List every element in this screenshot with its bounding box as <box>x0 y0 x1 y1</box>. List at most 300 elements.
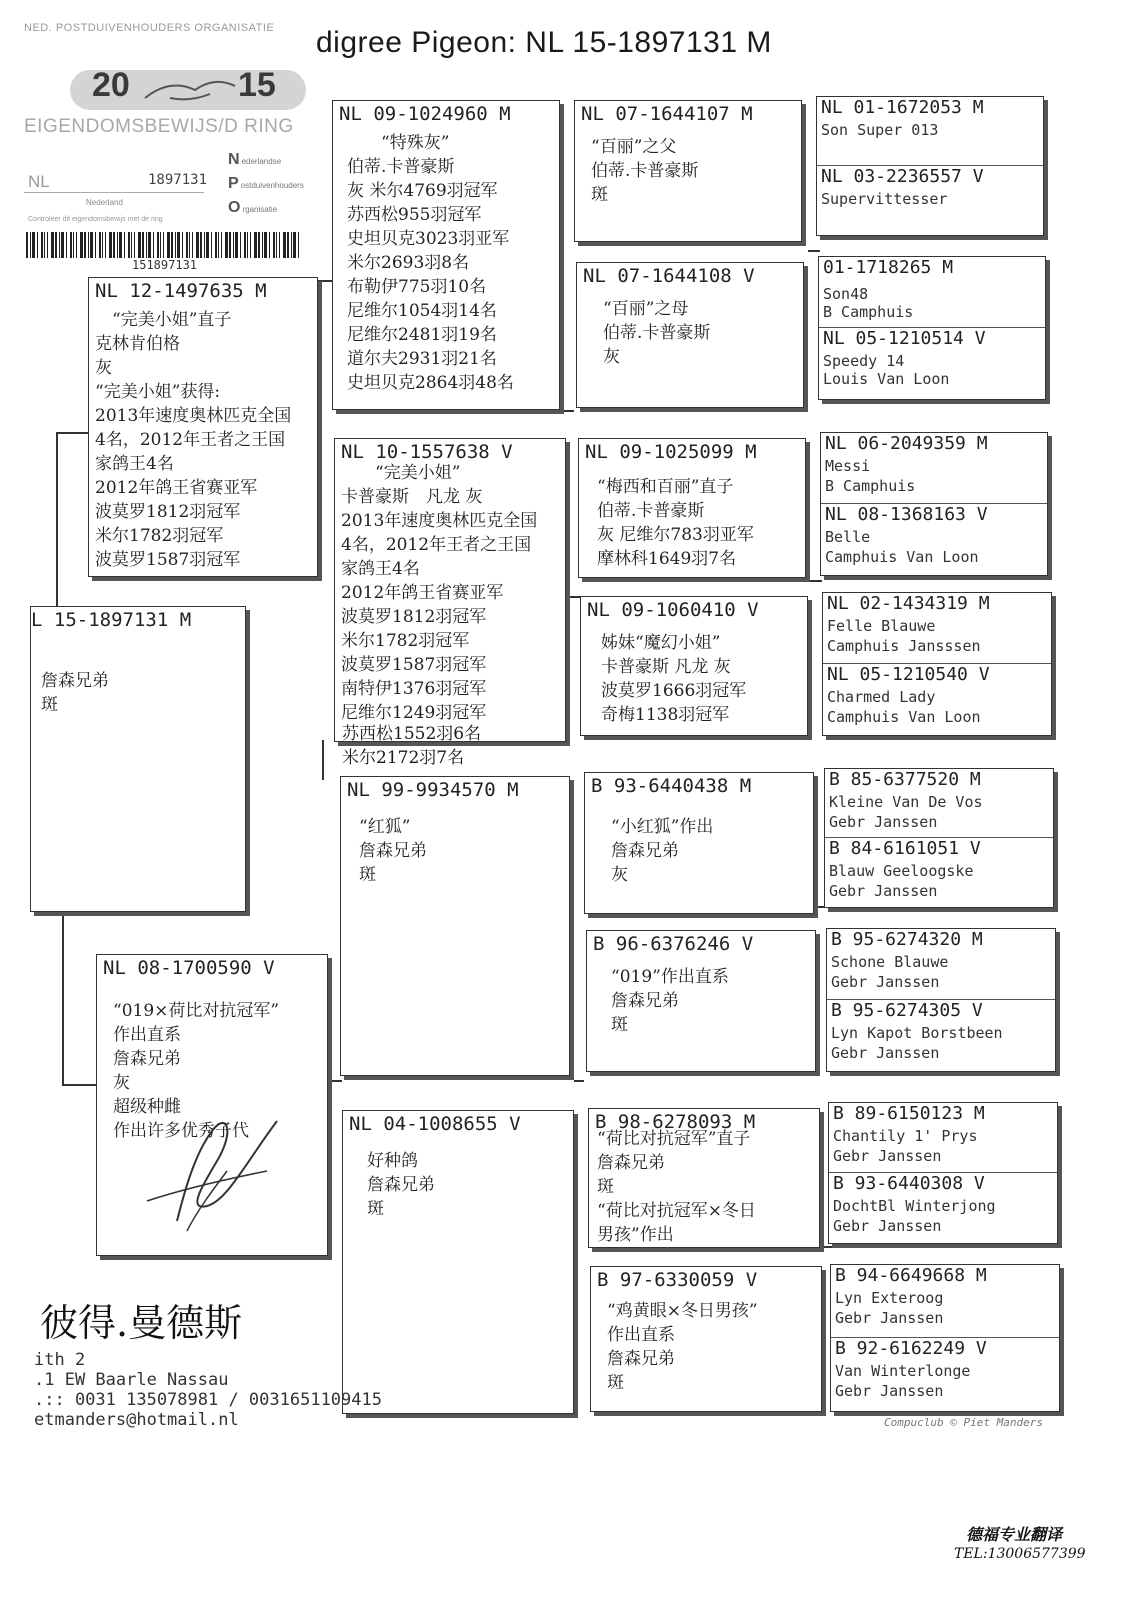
info-line: 詹森兄弟 <box>611 991 679 1011</box>
sire-line: 波莫罗1812羽冠军 <box>95 502 241 522</box>
barcode-bar <box>30 232 31 258</box>
barcode-bar <box>204 232 205 258</box>
barcode-bar <box>221 232 222 258</box>
info-line: “荷比对抗冠军”直子 <box>597 1129 751 1149</box>
granddam-paternal-box <box>334 438 566 742</box>
gen4-breeder: Camphuis Jansssen <box>827 637 981 655</box>
info-line: 南特伊1376羽冠军 <box>341 679 487 699</box>
barcode-bar <box>218 232 219 258</box>
barcode-bar <box>119 232 122 258</box>
connector-line <box>322 740 324 780</box>
gen3-info <box>597 475 801 571</box>
info-line: 家鸽王4名 <box>341 559 420 579</box>
translator-tel: TEL:13006577399 <box>954 1546 1086 1562</box>
gen3-info <box>597 1127 815 1247</box>
barcode-bar <box>171 232 173 258</box>
barcode-bar <box>254 232 257 258</box>
info-line: “荷比对抗冠军×冬日 <box>597 1201 756 1221</box>
gen4-ring: B 85-6377520 M <box>829 769 981 790</box>
info-line: 灰 尼维尔783羽亚军 <box>597 525 754 545</box>
gen4-pair-6 <box>826 928 1056 1072</box>
certificate-country-name: Nederland <box>86 198 123 207</box>
barcode-bar <box>76 232 77 258</box>
info-line: 伯蒂.卡普豪斯 <box>347 157 455 177</box>
connector-line <box>566 596 580 598</box>
gen4-sire <box>831 1265 1059 1338</box>
signature-icon <box>117 1101 297 1241</box>
gen4-name: DochtBl Winterjong <box>833 1197 996 1215</box>
barcode-bar <box>32 232 35 258</box>
info-line: 詹森兄弟 <box>359 841 427 861</box>
gen4-dam <box>827 1000 1055 1071</box>
subject-line: 斑 <box>41 695 58 715</box>
dam-ring: NL 08-1700590 V <box>103 957 275 979</box>
barcode-bar <box>206 232 209 258</box>
granddam-maternal-box <box>342 1110 574 1414</box>
granddam-paternal-ring: NL 10-1557638 V <box>341 441 513 463</box>
connector-line <box>318 280 332 282</box>
gen3-info <box>611 965 811 1037</box>
barcode-bar <box>138 232 141 258</box>
grandsire-paternal-ring: NL 09-1024960 M <box>339 103 511 125</box>
dam-line: “019×荷比对抗冠军” <box>113 1001 280 1021</box>
gen4-pair-4 <box>822 592 1052 736</box>
barcode-bar <box>192 232 193 258</box>
gen4-name: Lyn Exteroog <box>835 1289 944 1307</box>
barcode-bar <box>182 232 183 258</box>
gen4-dam <box>823 664 1051 735</box>
info-line: 波莫罗1587羽冠军 <box>341 655 487 675</box>
sire-line: 2013年速度奥林匹克全国 <box>95 406 292 426</box>
barcode-bar <box>84 232 86 258</box>
gen4-pair-2 <box>818 256 1046 400</box>
dam-line: 詹森兄弟 <box>113 1049 181 1069</box>
certificate-control-text: Controleer dit eigendomsbewijs met de ring <box>28 216 163 223</box>
granddam-maternal-info <box>367 1149 569 1221</box>
logo-word-3: rganisatie <box>242 205 278 214</box>
info-line: 奇梅1138羽冠军 <box>601 705 730 725</box>
gen4-ring: NL 05-1210540 V <box>827 664 990 685</box>
info-line: 波莫罗1666羽冠军 <box>601 681 747 701</box>
gen3-info <box>591 135 797 207</box>
barcode-bar <box>37 232 38 258</box>
info-line: 男孩”作出 <box>597 1225 674 1245</box>
gen4-breeder: Gebr Janssen <box>835 1309 944 1327</box>
info-line: “完美小姐” <box>341 463 461 483</box>
gen4-ring: B 95-6274305 V <box>831 1000 983 1021</box>
gen4-dam <box>829 1173 1057 1243</box>
info-line: “百丽”之母 <box>603 299 689 319</box>
gen4-name: Belle <box>825 528 871 546</box>
info-line: 作出直系 <box>607 1325 675 1345</box>
info-line: 卡普豪斯 凡龙 灰 <box>601 657 731 677</box>
connector-line <box>56 432 90 434</box>
dam-line: 超级种雌 <box>113 1097 181 1117</box>
gen3-ring: B 93-6440438 M <box>591 775 752 797</box>
gen4-name: Supervittesser <box>821 190 948 208</box>
info-line: 波莫罗1812羽冠军 <box>341 607 487 627</box>
dam-line: 作出许多优秀子代 <box>113 1121 249 1141</box>
gen4-name: Felle Blauwe <box>827 617 936 635</box>
gen4-name: Chantily 1' Prys <box>833 1127 978 1145</box>
gen4-dam <box>831 1338 1059 1411</box>
gen4-name: Schone Blauwe <box>831 953 949 971</box>
barcode-bar <box>148 232 151 258</box>
gen3-info <box>611 815 809 887</box>
gen4-breeder: B Camphuis <box>825 477 916 495</box>
gen4-pair-3 <box>820 432 1048 576</box>
info-line: 尼维尔2481羽19名 <box>347 325 497 345</box>
gen4-breeder: Louis Van Loon <box>823 370 950 388</box>
breeder-address-1: ith 2 <box>34 1350 86 1370</box>
barcode-bar <box>99 232 101 258</box>
barcode-bar <box>276 232 277 258</box>
gen4-pair-1 <box>816 96 1044 236</box>
barcode-bar <box>61 232 64 258</box>
info-line: “019”作出直系 <box>611 967 729 987</box>
barcode-number: 151897131 <box>132 258 198 272</box>
gen4-name: Kleine Van De Vos <box>829 793 983 811</box>
gen3-ring: B 98-6278093 M <box>595 1111 756 1133</box>
gen4-name: Lyn Kapot Borstbeen <box>831 1024 1003 1042</box>
gen3-box-6 <box>586 930 816 1072</box>
gen4-pair-5 <box>824 768 1054 908</box>
barcode-bar <box>146 232 147 258</box>
gen3-box-7 <box>588 1108 820 1248</box>
info-line: 詹森兄弟 <box>597 1153 665 1173</box>
barcode-bar <box>105 232 106 258</box>
gen4-sire <box>825 769 1053 838</box>
gen4-sire <box>823 593 1051 664</box>
sire-line: 米尔1782羽冠军 <box>95 526 224 546</box>
barcode-bar <box>128 232 130 258</box>
gen4-breeder: Gebr Janssen <box>829 813 938 831</box>
logo-letter-n: N <box>228 151 240 168</box>
granddam-paternal-info <box>341 461 561 725</box>
breeder-name: 彼得.曼德斯 <box>40 1301 243 1345</box>
info-line: “鸡黄眼×冬日男孩” <box>607 1301 758 1321</box>
barcode-bar <box>175 232 176 258</box>
connector-line <box>62 912 64 1084</box>
barcode-bar <box>258 232 260 258</box>
sire-box <box>88 277 318 577</box>
gen4-sire <box>821 433 1047 504</box>
barcode-bar <box>247 232 248 258</box>
barcode-bar <box>44 232 45 258</box>
barcode-bar <box>131 232 132 258</box>
info-line: 道尔夫2931羽21名 <box>347 349 497 369</box>
connector-line <box>822 1246 832 1248</box>
connector-line <box>560 410 574 412</box>
gen4-dam <box>817 166 1043 235</box>
barcode-bar <box>59 232 60 258</box>
gen4-name: Blauw Geeloogske <box>829 862 974 880</box>
barcode-bar <box>90 232 93 258</box>
sire-ring: NL 12-1497635 M <box>95 280 267 302</box>
certificate-doc-type: EIGENDOMSBEWIJS/D RING <box>24 116 294 137</box>
barcode-bar <box>250 232 251 258</box>
info-line: 4名，2012年王者之王国 <box>341 535 532 555</box>
breeder-address-2: .1 EW Baarle Nassau <box>34 1370 229 1390</box>
info-line: 米尔2172羽7名 <box>342 748 465 768</box>
gen3-box-3 <box>578 438 806 578</box>
granddam-maternal-ring: NL 04-1008655 V <box>349 1113 521 1135</box>
gen3-info <box>601 631 803 727</box>
sire-line: 波莫罗1587羽冠军 <box>95 550 241 570</box>
gen4-name: Speedy 14 <box>823 352 905 370</box>
gen4-dam <box>819 328 1045 399</box>
gen3-ring: B 96-6376246 V <box>593 933 754 955</box>
info-line: 斑 <box>611 1015 628 1035</box>
breeder-phone: .:: 0031 135078981 / 0031651109415 <box>34 1390 382 1410</box>
barcode <box>26 232 306 258</box>
barcode-bar <box>117 232 118 258</box>
connector-line <box>56 432 58 612</box>
gen4-pair-8 <box>830 1264 1060 1412</box>
gen4-ring: B 92-6162249 V <box>835 1338 987 1359</box>
barcode-bar <box>113 232 115 258</box>
info-line: 斑 <box>359 865 376 885</box>
barcode-bar <box>51 232 54 258</box>
gen3-info <box>603 297 799 369</box>
info-line: 摩林科1649羽7名 <box>597 549 737 569</box>
translator-name: 德福专业翻译 <box>966 1525 1063 1544</box>
gen4-ring: NL 02-1434319 M <box>827 593 990 614</box>
info-line: 米尔1782羽冠军 <box>341 631 470 651</box>
info-line: 詹森兄弟 <box>367 1175 435 1195</box>
gen4-breeder: Camphuis Van Loon <box>827 708 981 726</box>
barcode-bar <box>264 232 267 258</box>
info-line: 苏西松1552羽6名 <box>342 724 482 744</box>
subject-ring: L 15-1897131 M <box>31 609 192 631</box>
info-line: 斑 <box>607 1373 624 1393</box>
info-line: 詹森兄弟 <box>607 1349 675 1369</box>
barcode-bar <box>235 232 238 258</box>
gen4-breeder: Gebr Janssen <box>833 1147 942 1165</box>
connector-line <box>810 580 822 582</box>
certificate-year-right: 15 <box>238 66 276 104</box>
certificate-year-left: 20 <box>92 66 130 104</box>
connector-line <box>808 250 820 252</box>
info-line: 詹森兄弟 <box>611 841 679 861</box>
info-line: 史坦贝克3023羽亚军 <box>347 229 510 249</box>
info-line: 斑 <box>597 1177 614 1197</box>
breeder-email: etmanders@hotmail.nl <box>34 1410 239 1430</box>
gen3-ring: NL 07-1644107 M <box>581 103 753 125</box>
barcode-bar <box>73 232 74 258</box>
barcode-bar <box>55 232 57 258</box>
certificate-year-badge <box>70 62 306 112</box>
gen3-box-1 <box>574 100 802 242</box>
gen4-ring: NL 03-2236557 V <box>821 166 984 187</box>
barcode-bar <box>167 232 170 258</box>
barcode-bar <box>70 232 72 258</box>
barcode-bar <box>95 232 96 258</box>
barcode-bar <box>291 232 292 258</box>
barcode-bar <box>142 232 144 258</box>
barcode-bar <box>244 232 246 258</box>
info-line: 卡普豪斯 凡龙 灰 <box>341 487 483 507</box>
barcode-bar <box>66 232 67 258</box>
barcode-bar <box>26 232 28 258</box>
certificate-ring-number: 1897131 <box>148 172 208 188</box>
gen4-name: Charmed Lady <box>827 688 936 706</box>
logo-word-1: ederlandse <box>241 157 282 166</box>
gen4-breeder: B Camphuis <box>823 303 914 321</box>
gen4-dam <box>825 838 1053 907</box>
gen3-box-4 <box>580 596 808 736</box>
info-line: 灰 <box>603 347 620 367</box>
barcode-bar <box>233 232 234 258</box>
barcode-bar <box>47 232 48 258</box>
gen4-name: Son48 <box>823 285 869 303</box>
barcode-bar <box>88 232 89 258</box>
barcode-bar <box>163 232 164 258</box>
barcode-bar <box>279 232 280 258</box>
dam-line: 作出直系 <box>113 1025 181 1045</box>
info-line: 2012年鸽王省赛亚军 <box>341 583 504 603</box>
barcode-bar <box>283 232 286 258</box>
sire-line: 克林肯伯格 <box>95 334 180 354</box>
grandsire-maternal-info <box>359 815 565 887</box>
info-line: 伯蒂.卡普豪斯 <box>597 501 705 521</box>
certificate-country: NL <box>28 172 50 191</box>
logo-letter-p: P <box>228 175 239 192</box>
connector-line <box>62 1084 98 1086</box>
info-line: “百丽”之父 <box>591 137 677 157</box>
barcode-bar <box>153 232 154 258</box>
grandsire-paternal-box <box>332 100 560 410</box>
subject-box <box>30 606 246 912</box>
gen4-breeder: Camphuis Van Loon <box>825 548 979 566</box>
info-line: 伯蒂.卡普豪斯 <box>603 323 711 343</box>
connector-line <box>326 1080 342 1082</box>
info-line: 苏西松955羽冠军 <box>347 205 482 225</box>
gen4-breeder: Gebr Janssen <box>835 1382 944 1400</box>
grandsire-maternal-ring: NL 99-9934570 M <box>347 779 519 801</box>
barcode-bar <box>109 232 112 258</box>
barcode-bar <box>293 232 296 258</box>
certificate-org: NED. POSTDUIVENHOUDERS ORGANISATIE <box>24 22 275 34</box>
info-line: 灰 <box>611 865 628 885</box>
gen3-box-2 <box>576 262 804 408</box>
gen4-sire <box>817 97 1043 166</box>
sire-info <box>95 308 313 572</box>
barcode-bar <box>211 232 212 258</box>
gen3-box-8 <box>590 1266 822 1412</box>
gen3-box-5 <box>584 772 814 914</box>
dam-box <box>96 954 328 1256</box>
gen4-name: Son Super 013 <box>821 121 939 139</box>
gen4-ring: NL 06-2049359 M <box>825 433 988 454</box>
npo-logo <box>228 148 314 220</box>
gen4-breeder: Gebr Janssen <box>831 973 940 991</box>
gen4-name: Van Winterlonge <box>835 1362 971 1380</box>
pigeon-logo-icon <box>140 72 240 108</box>
logo-word-2: ostduivenhouders <box>240 181 304 190</box>
granddam-paternal-overflow <box>342 722 481 770</box>
info-line: 米尔2693羽8名 <box>347 253 470 273</box>
barcode-bar <box>160 232 161 258</box>
barcode-bar <box>215 232 217 258</box>
grandsire-maternal-box <box>340 776 570 1076</box>
gen4-pair-7 <box>828 1102 1058 1244</box>
gen4-breeder: Gebr Janssen <box>833 1217 942 1235</box>
info-line: 斑 <box>367 1199 384 1219</box>
info-line: 布勒伊775羽10名 <box>347 277 487 297</box>
info-line: “梅西和百丽”直子 <box>597 477 734 497</box>
sire-line: 2012年鸽王省赛亚军 <box>95 478 258 498</box>
info-line: 伯蒂.卡普豪斯 <box>591 161 699 181</box>
barcode-bar <box>298 232 299 258</box>
info-line: 尼维尔1249羽冠军 <box>341 703 487 723</box>
gen3-ring: NL 09-1025099 M <box>585 441 757 463</box>
pedigree-title: digree Pigeon: NL 15-1897131 M <box>316 26 772 59</box>
gen4-breeder: Gebr Janssen <box>829 882 938 900</box>
logo-letter-o: O <box>228 199 241 216</box>
barcode-bar <box>177 232 180 258</box>
info-line: 尼维尔1054羽14名 <box>347 301 497 321</box>
barcode-bar <box>262 232 263 258</box>
subject-line: 詹森兄弟 <box>41 671 109 691</box>
gen4-ring: B 89-6150123 M <box>833 1103 985 1124</box>
info-line: 史坦贝克2864羽48名 <box>347 373 514 393</box>
barcode-bar <box>186 232 188 258</box>
gen3-ring: NL 09-1060410 V <box>587 599 759 621</box>
info-line: “小红狐”作出 <box>611 817 714 837</box>
barcode-bar <box>225 232 228 258</box>
gen4-ring: B 93-6440308 V <box>833 1173 985 1194</box>
gen3-info <box>607 1299 817 1395</box>
software-credit: Compuclub © Piet Manders <box>884 1416 1043 1429</box>
gen4-sire <box>819 257 1045 328</box>
barcode-bar <box>157 232 159 258</box>
gen4-ring: NL 08-1368163 V <box>825 504 988 525</box>
gen4-ring: B 95-6274320 M <box>831 929 983 950</box>
barcode-bar <box>273 232 275 258</box>
barcode-bar <box>200 232 202 258</box>
gen4-dam <box>821 504 1047 575</box>
gen4-ring: NL 05-1210514 V <box>823 328 986 349</box>
sire-line: 4名，2012年王者之王国 <box>95 430 286 450</box>
info-line: 好种鸽 <box>367 1151 418 1171</box>
barcode-bar <box>80 232 83 258</box>
sire-line: 灰 <box>95 358 112 378</box>
info-line: 灰 米尔4769羽冠军 <box>347 181 498 201</box>
barcode-bar <box>229 232 231 258</box>
barcode-bar <box>102 232 103 258</box>
gen4-ring: B 84-6161051 V <box>829 838 981 859</box>
barcode-bar <box>287 232 289 258</box>
connector-line <box>574 1080 584 1082</box>
gen3-ring: NL 07-1644108 V <box>583 265 755 287</box>
connector-line <box>318 280 320 440</box>
barcode-bar <box>189 232 190 258</box>
info-line: “红狐” <box>359 817 411 837</box>
barcode-bar <box>240 232 241 258</box>
barcode-bar <box>134 232 135 258</box>
sire-line: “完美小姐”直子 <box>95 310 232 330</box>
barcode-bar <box>124 232 125 258</box>
gen4-ring: NL 01-1672053 M <box>821 97 984 118</box>
barcode-bar <box>269 232 270 258</box>
gen4-sire <box>829 1103 1057 1173</box>
barcode-bar <box>41 232 43 258</box>
sire-line: “完美小姐”获得: <box>95 382 221 402</box>
grandsire-paternal-info <box>347 131 555 395</box>
gen4-breeder: Gebr Janssen <box>831 1044 940 1062</box>
sire-line: 家鸽王4名 <box>95 454 174 474</box>
